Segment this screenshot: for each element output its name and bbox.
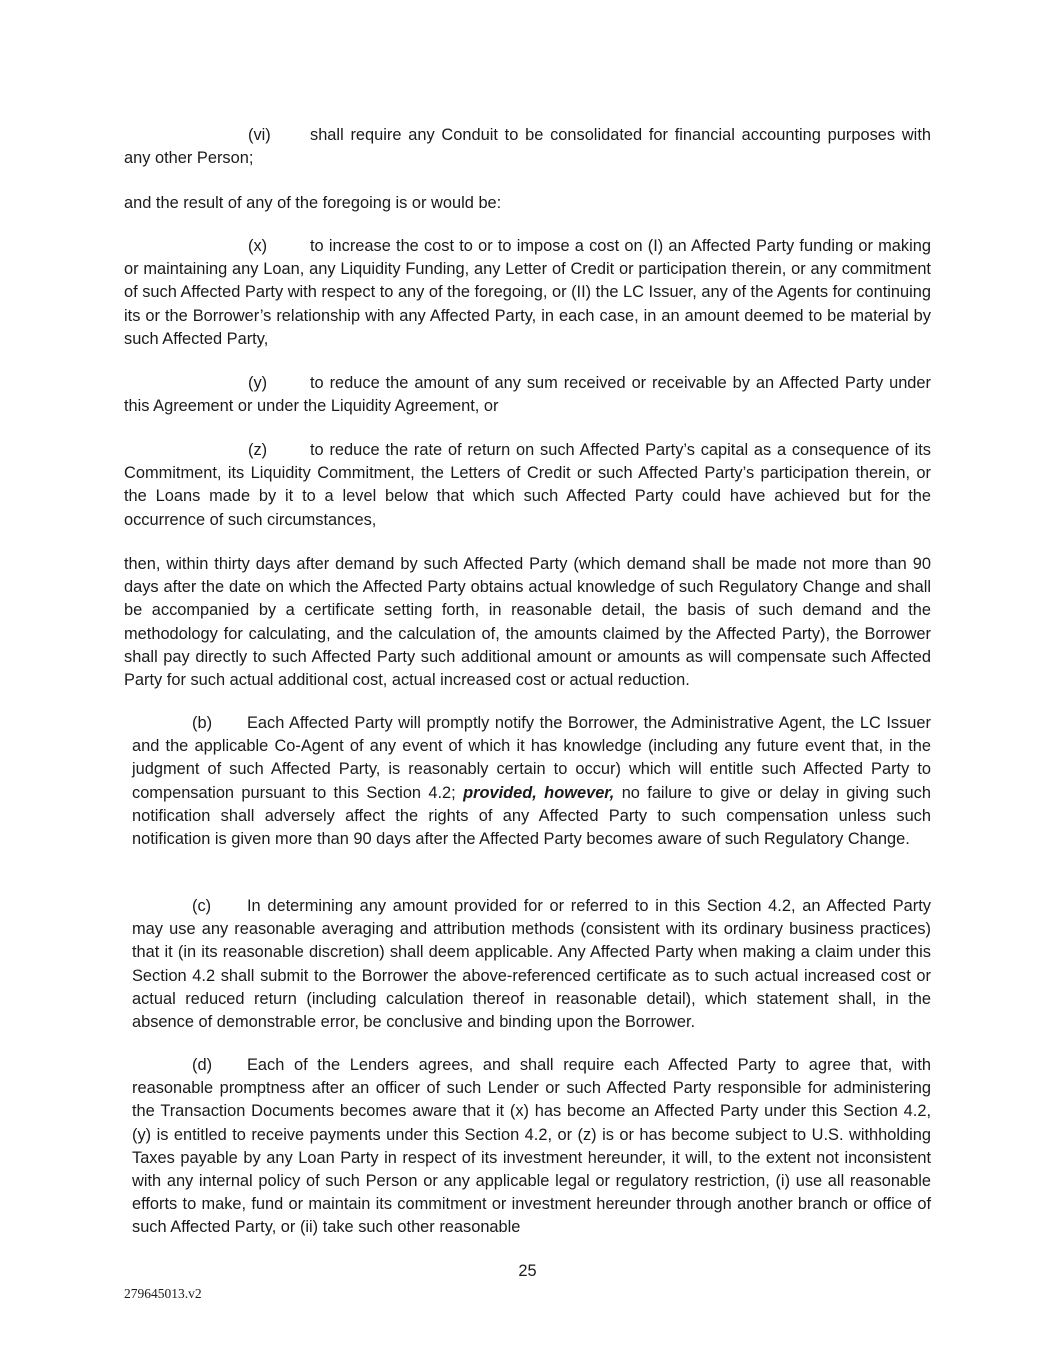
paragraph-vi — [124, 124, 931, 170]
clause-text-d: Each of the Lenders agrees, and shall require each Affected Party to agree that, with reasonable promptness after an officer of such Lender or such Affected Party responsible for administering the Transaction Documents becomes aware that it (x) has become an Affected Party under this Section 4.2, (y) is entitled to receive payments under this Section 4.2, or (z) is or has become subject to U.S. withholding Taxes payable by any Loan Party in respect of its investment hereunder, it will, to the extent not inconsistent with any internal policy of such Person or any applicable legal or regulatory restriction, (i) use all reasonable efforts to make, fund or maintain its commitment or investment hereunder through another branch or office of such Affected Party, or (ii) take such other reasonable — [132, 1056, 931, 1237]
result-intro: and the result of any of the foregoing is or would be: — [124, 194, 502, 212]
paragraph-c — [132, 895, 931, 1034]
paragraph-d — [132, 1054, 931, 1240]
clause-label-z: (z) — [248, 441, 268, 459]
paragraph-y — [124, 372, 931, 418]
clause-label-d: (d) — [192, 1056, 213, 1074]
clause-text-z: to reduce the rate of return on such Affected Party’s capital as a consequence of its Commitment, its Liquidity Commitment, the Letters of Credit or such Affected Party’s participation therein, or the Loans made by it to a level below that which such Affected Party could have achieved but for the occurrence of such circumstances, — [124, 441, 931, 529]
clause-text-y: to reduce the amount of any sum received or receivable by an Affected Party under this Agreement or under the Liquidity Agreement, or — [124, 374, 931, 416]
paragraph-z — [124, 439, 931, 532]
clause-text-b-before: Each Affected Party will promptly notify the Borrower, the Administrative Agent, the LC Issuer and the applicable Co-Agent of any event of which it has knowledge (including any future event that, in the judgment of such Affected Party, is reasonably certain to occur) which will entitle such Affected Party to compensation pursuant to this Section 4.2; — [132, 714, 931, 802]
paragraph-then: then, within thirty days after demand by such Affected Party (which demand shall be made not more than 90 days after the date on which the Affected Party obtains actual knowledge of such Regulatory Change and shall be accompanied by a certificate setting forth, in reasonable detail, the basis of such demand and the methodology for calculating, and the calculation of, the amounts claimed by the Affected Party), the Borrower shall pay directly to such Affected Party such additional amount or amounts as will compensate such Affected Party for such actual additional cost, actual increased cost or actual reduction. — [124, 555, 931, 690]
clause-label-b: (b) — [192, 714, 213, 732]
clause-text-vi: shall require any Conduit to be consolidated for financial accounting purposes with any other Person; — [124, 126, 931, 168]
document-id: 279645013.v2 — [124, 1286, 202, 1301]
clause-label-x: (x) — [248, 237, 268, 255]
paragraph-b — [132, 712, 931, 851]
proviso-emphasis: provided, however, — [463, 783, 615, 802]
clause-label-c: (c) — [192, 897, 212, 915]
clause-text-b-after: no failure to give or delay in giving such notification shall adversely affect the rights of any Affected Party to such compensation unless such notification is given more than 90 days after the Affected Party becomes aware of such Regulatory Change. — [132, 783, 931, 849]
clause-label-vi: (vi) — [248, 126, 271, 144]
paragraph-x — [124, 235, 931, 351]
page-number: 25 — [518, 1262, 537, 1280]
clause-text-c: In determining any amount provided for or referred to in this Section 4.2, an Affected Party may use any reasonable averaging and attribution methods (consistent with its ordinary business practices) that it (in its reasonable discretion) shall deem applicable. Any Affected Party when making a claim under this Section 4.2 shall submit to the Borrower the above-referenced certificate as to such actual increased cost or actual reduced return (including calculation thereof in reasonable detail), which statement shall, in the absence of demonstrable error, be conclusive and binding upon the Borrower. — [132, 897, 931, 1032]
clause-label-y: (y) — [248, 374, 268, 392]
clause-text-x: to increase the cost to or to impose a cost on (I) an Affected Party funding or making or maintaining any Loan, any Liquidity Funding, any Letter of Credit or participation therein, or any commitment of such Affected Party with respect to any of the foregoing, or (II) the LC Issuer, any of the Agents for continuing its or the Borrower’s relationship with any Affected Party, in each case, in an amount deemed to be material by such Affected Party, — [124, 237, 931, 348]
